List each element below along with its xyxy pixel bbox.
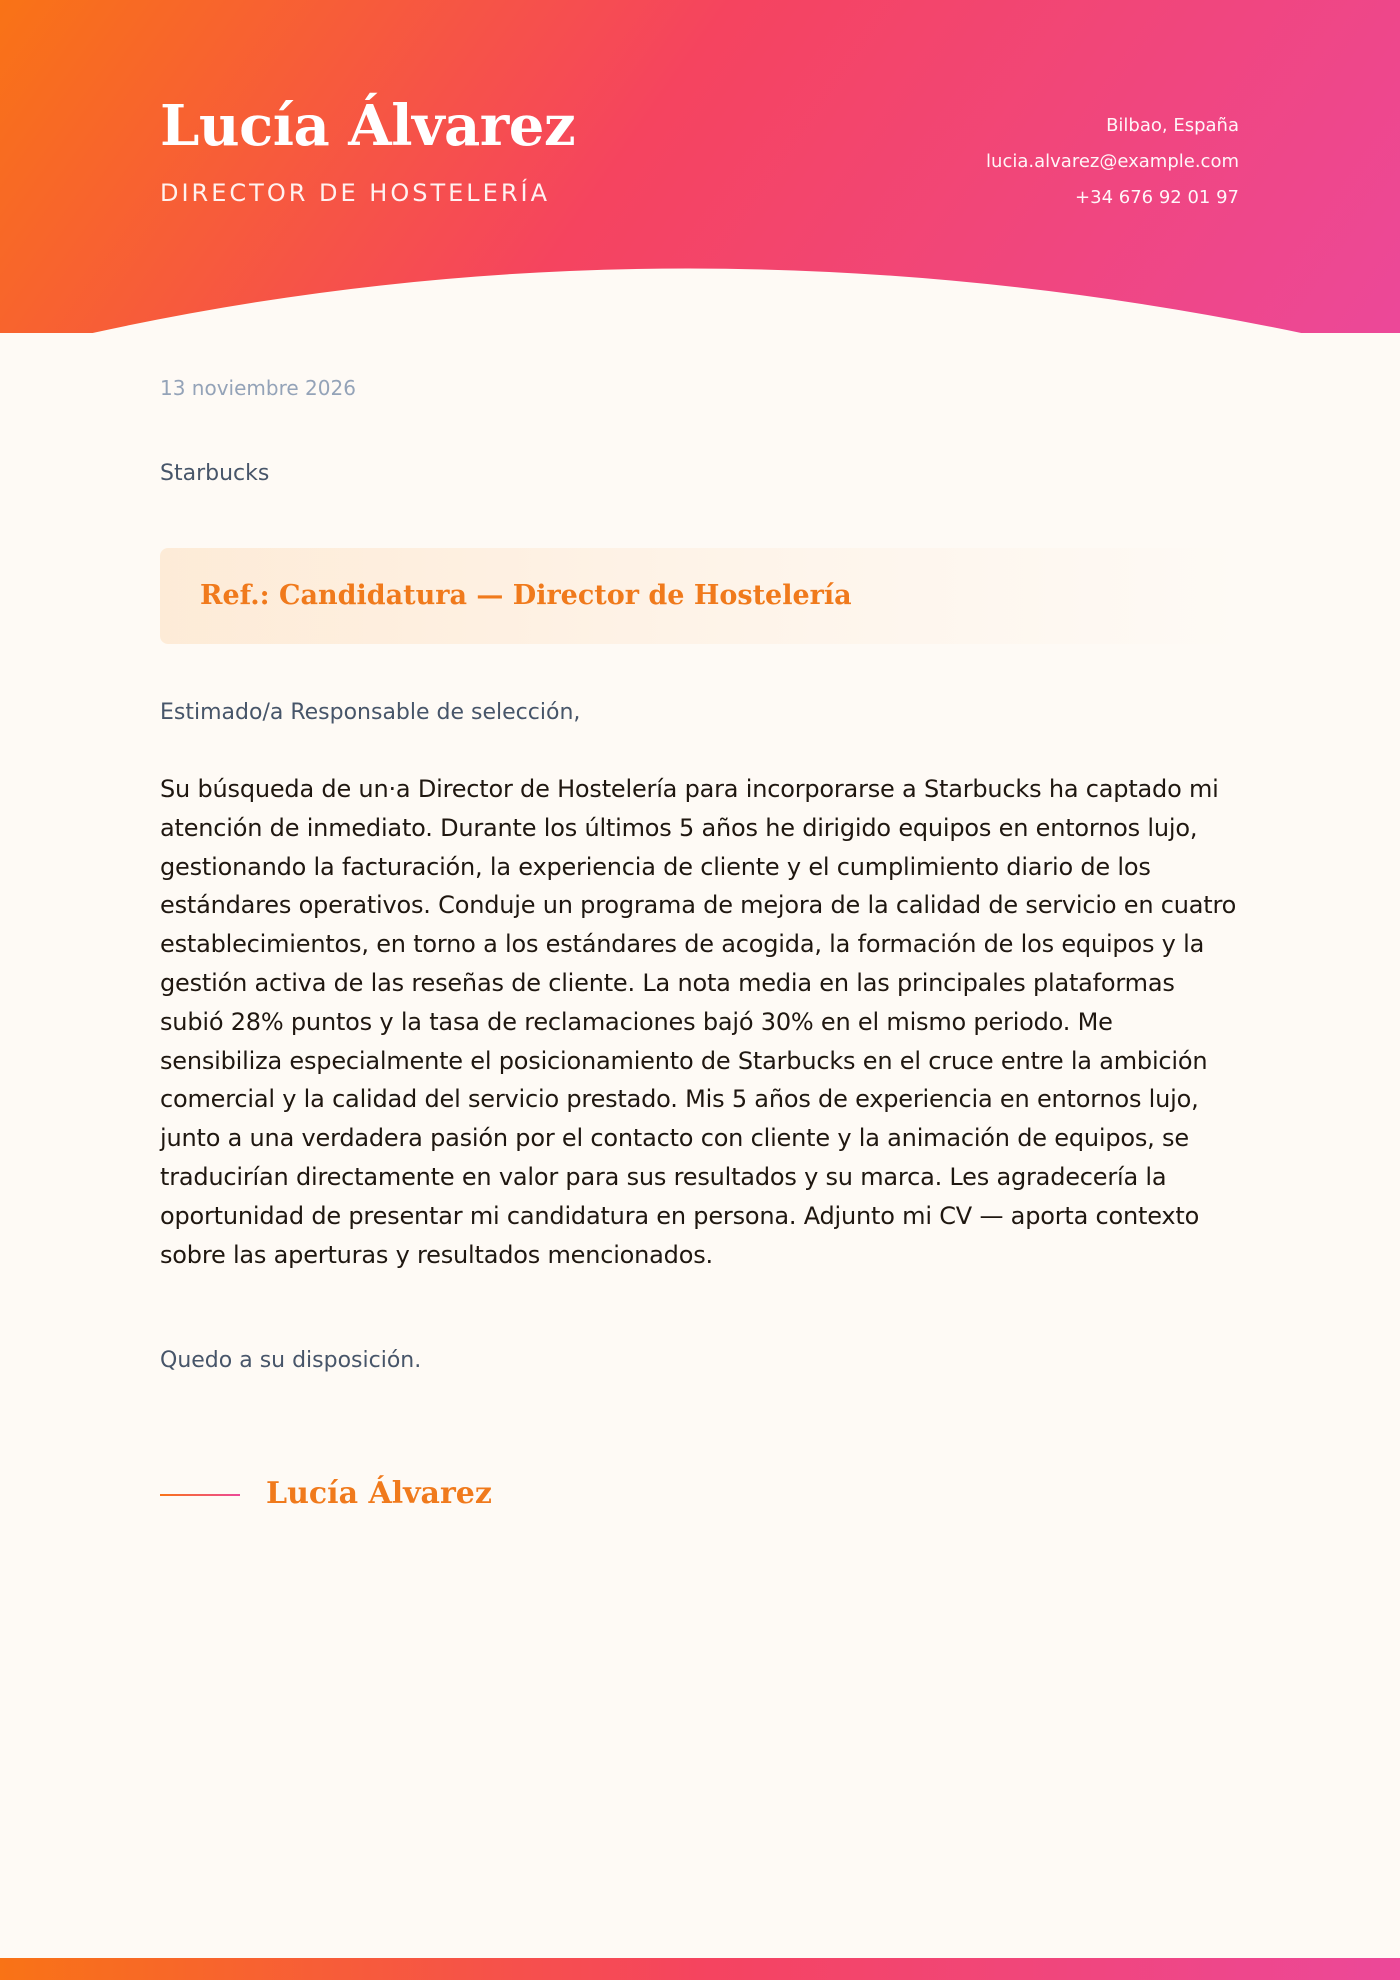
letter-body: Su búsqueda de un·a Director de Hostelería para incorporarse a Starbucks ha captado mi atención de inmediato. Durante los últimos 5 años he dirigido equipos en entornos lujo, gestionando la facturación, la experiencia de cliente y el cumplimiento diario de los estándares operativos. Conduje un programa de mejora de la calidad de servicio en cuatro establecimientos, en torno a los estándares de acogida, la formación de los equipos y la gestión activa de las reseñas de cliente. La nota media en las principales plataformas subió 28% puntos y la tasa de reclamaciones bajó 30% en el mismo periodo. Me sensibiliza especialmente el posicionamiento de Starbucks en el cruce entre la ambición comercial y la calidad del servicio prestado. Mis 5 años de experiencia en entornos lujo, junto a una verdadera pasión por el contacto con cliente y la animación de equipos, se traducirían directamente en valor para sus resultados y su marca. Les agradecería la oportunidad de presentar mi candidatura en persona. Adjunto mi CV — aporta contexto sobre las aperturas y resultados mencionados. xyxy=(160,775,1237,1269)
contact-phone: +34 676 92 01 97 xyxy=(1075,187,1239,208)
reference-banner xyxy=(160,548,1240,644)
applicant-name: Lucía Álvarez xyxy=(160,93,576,159)
applicant-job-title: DIRECTOR DE HOSTELERÍA xyxy=(160,179,550,207)
salutation: Estimado/a Responsable de selección, xyxy=(160,700,581,725)
signature-name: Lucía Álvarez xyxy=(266,1476,492,1511)
closing-line: Quedo a su disposición. xyxy=(160,1348,422,1373)
recipient-company: Starbucks xyxy=(160,461,270,486)
footer-accent-bar xyxy=(0,1958,1400,1980)
header-curve-divider xyxy=(0,250,1400,340)
contact-email: lucia.alvarez@example.com xyxy=(986,151,1239,172)
signature-rule xyxy=(160,1494,240,1496)
reference-line: Ref.: Candidatura — Director de Hostelería xyxy=(200,580,852,611)
contact-location: Bilbao, España xyxy=(1106,115,1239,136)
contact-block xyxy=(986,108,1239,216)
letter-date: 13 noviembre 2026 xyxy=(160,376,356,400)
